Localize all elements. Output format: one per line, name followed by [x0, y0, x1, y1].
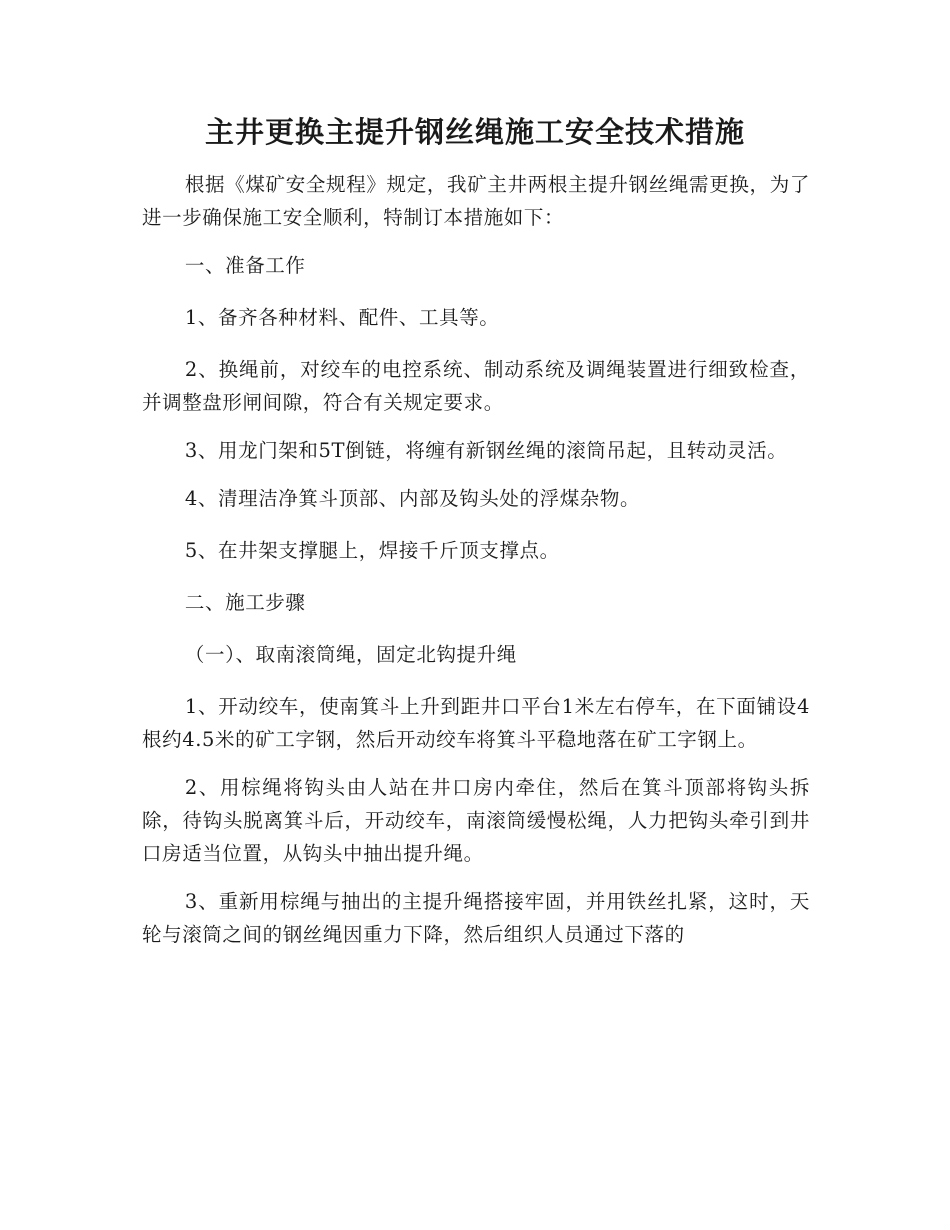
section-heading-steps: 二、施工步骤 — [184, 591, 306, 614]
section-heading-preparation: 一、准备工作 — [184, 254, 306, 277]
list-item-4: 4、清理洁净箕斗顶部、内部及钩头处的浮煤杂物。 — [184, 487, 641, 510]
list-item-2: 2、换绳前，对绞车的电控系统、制动系统及调绳装置进行细致检查，并调整盘形闸间隙，符合有关规定要求。 — [142, 358, 810, 414]
document-body — [142, 168, 810, 966]
step-item-1: 1、开动绞车，使南箕斗上升到距井口平台1米左右停车，在下面铺设4根约4.5米的矿工字钢，然后开动绞车将箕斗平稳地落在矿工字钢上。 — [142, 695, 810, 751]
step-item-3: 3、重新用棕绳与抽出的主提升绳搭接牢固，并用铁丝扎紧，这时，天轮与滚筒之间的钢丝绳因重力下降，然后组织人员通过下落的 — [142, 890, 810, 946]
subsection-heading-1: （一）、取南滚筒绳，固定北钩提升绳 — [184, 643, 517, 666]
list-item-5: 5、在井架支撑腿上，焊接千斤顶支撑点。 — [184, 539, 560, 562]
document-title: 主井更换主提升钢丝绳施工安全技术措施 — [204, 115, 745, 149]
list-item-3: 3、用龙门架和5T倒链，将缠有新钢丝绳的滚筒吊起，且转动灵活。 — [184, 439, 788, 462]
step-item-2: 2、用棕绳将钩头由人站在井口房内牵住，然后在箕斗顶部将钩头拆除，待钩头脱离箕斗后，开动绞车，南滚筒缓慢松绳，人力把钩头牵引到井口房适当位置，从钩头中抽出提升绳。 — [142, 776, 810, 865]
intro-paragraph: 根据《煤矿安全规程》规定，我矿主井两根主提升钢丝绳需更换，为了进一步确保施工安全顺利，特制订本措施如下： — [142, 173, 810, 229]
list-item-1: 1、备齐各种材料、配件、工具等。 — [184, 306, 500, 329]
